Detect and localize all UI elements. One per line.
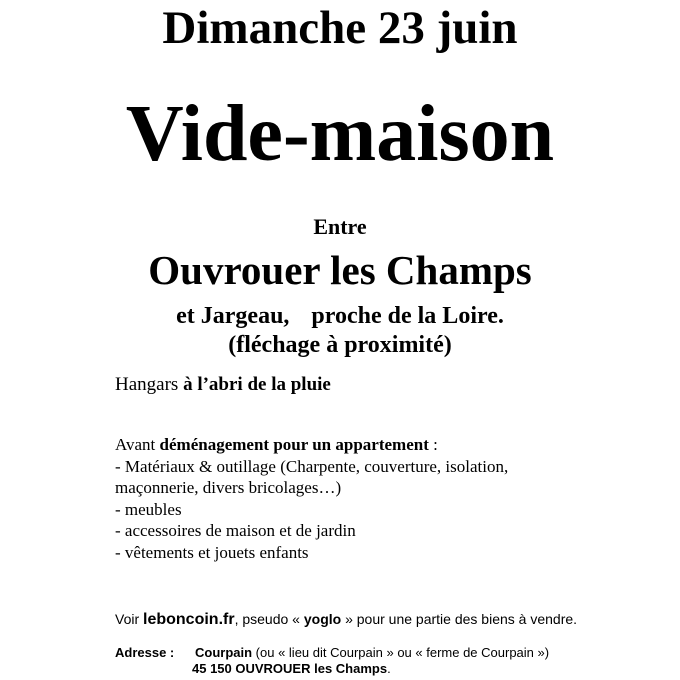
address-city-end: .: [387, 661, 391, 676]
between-label: Entre: [313, 214, 367, 239]
list-item: - meubles: [115, 499, 182, 519]
intro-bold: déménagement pour un appartement: [159, 435, 429, 454]
site-link[interactable]: leboncoin.fr: [143, 611, 235, 628]
address-city-line: [192, 661, 391, 677]
items-block: [115, 434, 508, 564]
intro-text: Avant: [115, 435, 160, 454]
voir-middle: , pseudo «: [234, 611, 304, 627]
voir-prefix: Voir: [115, 611, 144, 627]
list-item: - Matériaux & outillage (Charpente, couverture, isolation,: [115, 456, 509, 476]
event-title: Vide-maison: [125, 90, 555, 178]
items-intro: [115, 434, 508, 456]
list-item: - accessoires de maison et de jardin: [115, 521, 356, 541]
address-city: 45 150 OUVROUER les Champs: [192, 661, 388, 676]
voir-suffix: » pour une partie des biens à vendre.: [341, 611, 578, 627]
event-date: Dimanche 23 juin: [162, 2, 518, 54]
address-label: Adresse :: [115, 645, 175, 660]
place-name: Ouvrouer les Champs: [148, 247, 532, 293]
address-note: (ou « lieu dit Courpain » ou « ferme de Courpain »): [252, 645, 550, 660]
pseudo-name: yoglo: [303, 611, 342, 627]
signage-note: (fléchage à proximité): [228, 332, 452, 358]
hangars-bold: à l’abri de la pluie: [183, 374, 331, 395]
list-item: - vêtements et jouets enfants: [115, 542, 309, 562]
intro-end: :: [428, 435, 438, 454]
hangars-line: [115, 374, 331, 396]
location-river: proche de la Loire.: [311, 303, 504, 329]
list-item: maçonnerie, divers bricolages…): [115, 478, 342, 498]
address-line: [115, 645, 549, 661]
location-town: et Jargeau,: [176, 303, 290, 329]
voir-line: [115, 611, 577, 628]
address-name: Courpain: [195, 645, 253, 660]
location-line: [0, 302, 680, 330]
hangars-text: Hangars: [115, 374, 184, 395]
